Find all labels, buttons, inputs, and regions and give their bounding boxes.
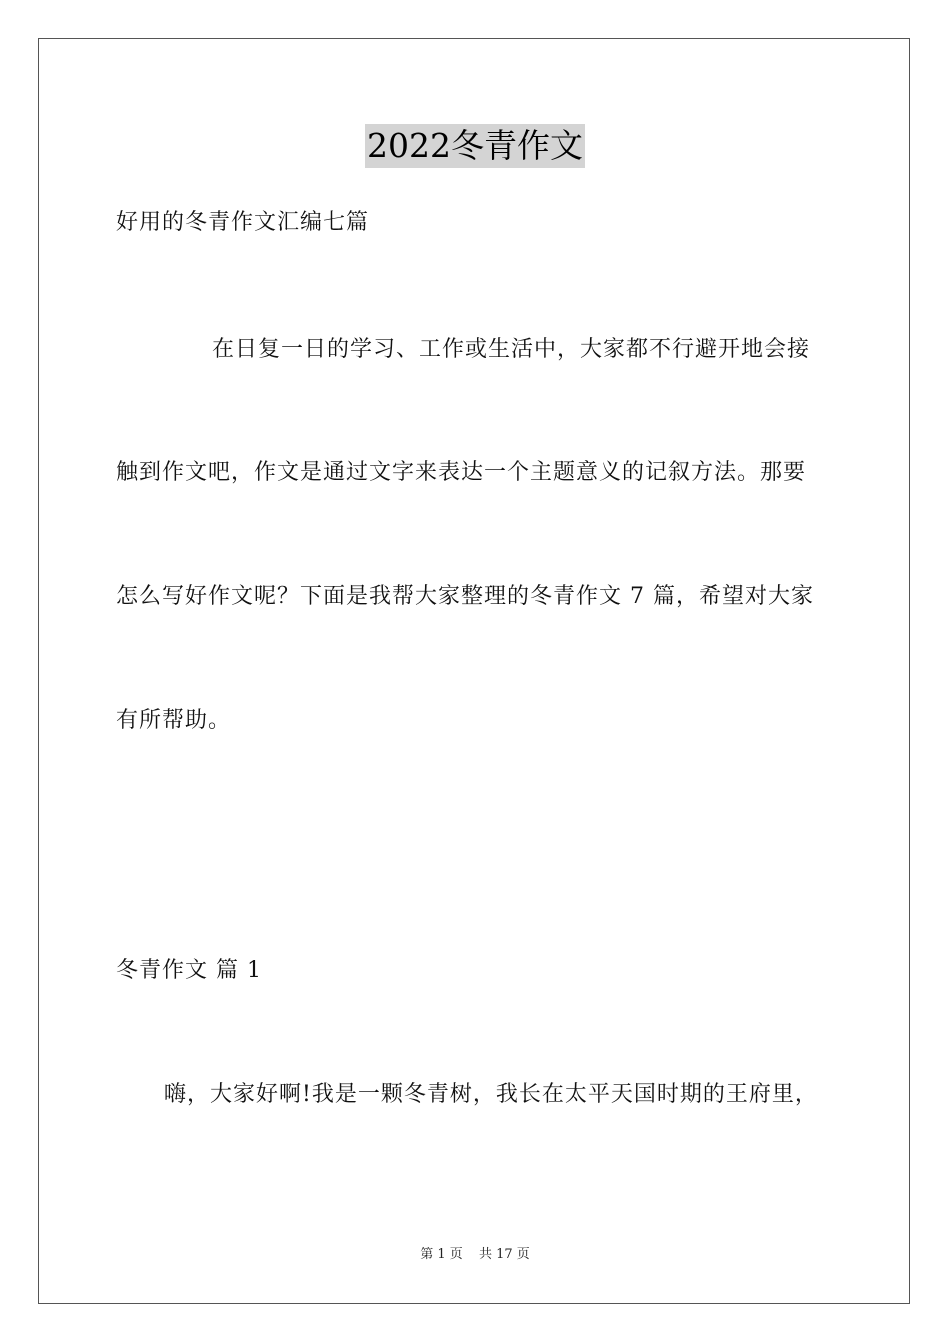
document-subtitle: 好用的冬青作文汇编七篇	[116, 210, 370, 235]
title-container	[0, 124, 950, 168]
intro-line-1: 在日复一日的学习、工作或生活中，大家都不行避开地会接	[212, 337, 811, 362]
page-footer	[0, 1246, 950, 1264]
intro-line-3: 怎么写好作文呢？下面是我帮大家整理的冬青作文 7 篇，希望对大家	[116, 584, 814, 609]
intro-line-4: 有所帮助。	[116, 708, 232, 733]
section-heading: 冬青作文 篇 1	[116, 958, 262, 983]
document-title: 2022冬青作文	[365, 124, 585, 168]
page-number: 第 1 页	[420, 1247, 463, 1262]
section-paragraph-line-1: 嗨，大家好啊!我是一颗冬青树，我长在太平天国时期的王府里，	[164, 1082, 818, 1107]
intro-line-2: 触到作文吧，作文是通过文字来表达一个主题意义的记叙方法。那要	[116, 460, 807, 485]
page-total: 共 17 页	[478, 1247, 530, 1262]
